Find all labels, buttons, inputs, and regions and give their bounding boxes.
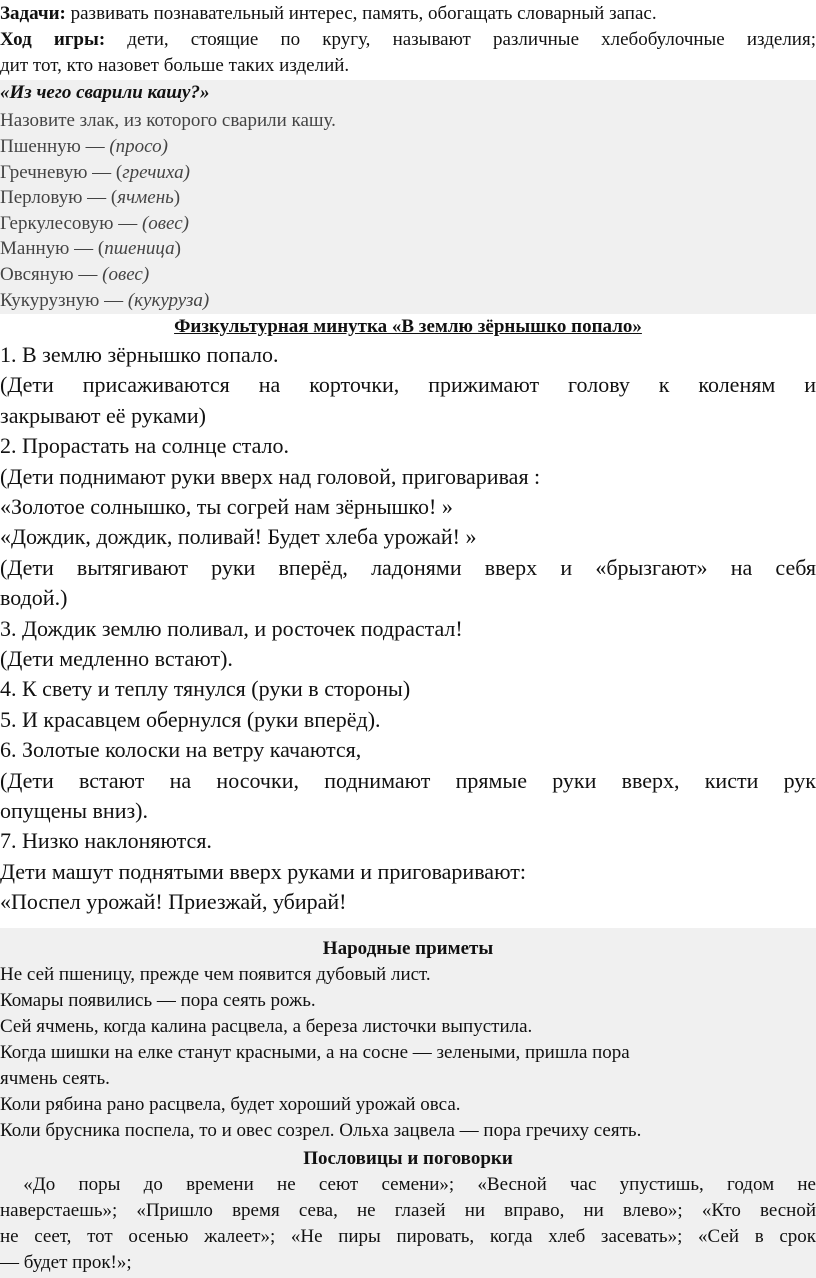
porridge-item-name: Гречневую [0,161,88,183]
porridge-item-close: ) [174,238,181,260]
tasks-paragraph [0,3,816,25]
exercise-line: 2. Прорастать на солнце стало. [0,433,290,459]
exercise-line: «Золотое солнышко, ты согрей нам зёрнышко! » [0,494,453,519]
proverbs-title: Пословицы и поговорки [303,1148,513,1169]
porridge-item-answer: (овес) [141,212,189,234]
exercise-line: 1. В землю зёрнышко попало. [0,342,279,367]
porridge-item-open: ( [97,238,105,260]
porridge-title: «Из чего сварили кашу?» [0,82,210,103]
porridge-instruction: Назовите злак, из которого сварили кашу. [0,110,336,131]
exercise-line: водой.) [0,585,68,611]
exercise-line: (Дети вытягивают руки вперёд, ладонями вверх и «брызгают» на себя [0,554,816,580]
tasks-label: Задачи: [0,3,66,24]
sign-line: ячмень сеять. [0,1068,110,1089]
exercise-line: 3. Дождик землю поливал, и росточек подрастал! [0,615,463,641]
exercise-line: (Дети медленно встают). [0,646,233,671]
exercise-section [0,314,816,914]
porridge-item [0,290,816,312]
porridge-item-dash: — [99,289,128,311]
porridge-item-dash: — [82,187,111,209]
exercise-line: (Дети поднимают руки вверх над головой, приговаривая : [0,463,541,489]
porridge-item-dash: — [80,136,110,157]
porridge-item-name: Овсяную [0,264,74,285]
sign-line: Комары появились — пора сеять рожь. [0,990,316,1011]
course-paragraph [0,29,816,51]
porridge-item-dash: — [87,161,116,183]
tasks-text: развивать познавательный интерес, память, обогащать словарный запас. [65,3,657,24]
sign-line: Когда шишки на елке станут красными, а на сосне — зелеными, пришла пора [0,1042,630,1063]
porridge-item-dash: — [69,238,98,260]
proverb-line: — будет прок!»; [0,1252,132,1273]
sign-line: Коли брусника поспела, то и овес созрел. Ольха зацвела — пора гречиху сеять. [0,1120,642,1141]
exercise-line: 7. Низко наклоняются. [0,828,212,854]
sign-line: Коли рябина рано расцвела, будет хороший урожай овса. [0,1094,461,1115]
porridge-item-answer: пшеница [104,238,175,260]
sign-line: Не сей пшеницу, прежде чем появится дубовый лист. [0,964,431,985]
exercise-line: «Дождик, дождик, поливай! Будет хлеба урожай! » [0,524,477,550]
exercise-title: Физкультурная минутка «В землю зёрнышко попало» [174,316,642,337]
porridge-item-answer: (овес) [102,264,150,285]
sign-line: Сей ячмень, когда калина расцвела, а береза листочки выпустила. [0,1016,533,1037]
exercise-line: закрывают её руками) [0,402,206,428]
exercise-line: (Дети присаживаются на корточки, прижимают голову к коленям и [0,372,816,398]
porridge-item [0,162,816,184]
proverb-line: «До поры до времени не сеют семени»; «Весной час упустишь, годом не [0,1174,816,1195]
porridge-item-close: ) [173,187,181,209]
intro-section [0,0,816,80]
porridge-item-open: ( [115,161,123,183]
signs-section [0,928,816,1278]
porridge-item-answer: (кукуруза) [127,289,210,311]
porridge-item-dash: — [73,264,103,285]
porridge-item [0,187,816,209]
exercise-line: Дети машут поднятыми вверх руками и приговаривают: [0,858,526,884]
porridge-item [0,238,816,260]
exercise-line: опущены вниз). [0,798,148,823]
porridge-item-name: Пшенную [0,136,81,157]
proverb-line: наверстаешь»; «Пришло время сева, не глазей ни вправо, ни влево»; «Кто весной [0,1200,816,1221]
porridge-item-answer: ячмень [117,187,174,209]
proverb-line: не сеет, тот осенью жалеет»; «Не пиры пировать, когда хлеб засевать»; «Сей в срок [0,1226,816,1247]
porridge-item-name: Геркулесовую [0,212,114,234]
exercise-line: 6. Золотые колоски на ветру качаются, [0,737,362,763]
course-text: дети, стоящие по кругу, называют различные хлебобулочные изделия; [105,29,816,50]
porridge-item [0,264,816,286]
exercise-line: (Дети встают на носочки, поднимают прямые руки вверх, кисти рук [0,767,816,793]
course-label: Ход игры: [0,29,106,50]
porridge-item-dash: — [113,212,142,234]
exercise-line: 5. И красавцем обернулся (руки вперёд). [0,706,381,732]
porridge-section [0,80,816,314]
porridge-item-name: Перловую [0,187,83,209]
porridge-item-name: Кукурузную [0,289,100,311]
porridge-item [0,136,816,158]
porridge-item-answer: (просо) [109,136,168,157]
porridge-item-name: Манную [0,238,70,260]
exercise-line: «Поспел урожай! Приезжай, убирай! [0,889,347,915]
porridge-item-open: ( [110,187,118,209]
course-continuation: дит тот, кто назовет больше таких изделий. [0,55,350,76]
signs-title: Народные приметы [322,938,494,959]
porridge-item [0,213,816,235]
porridge-item-answer: гречиха) [122,161,190,183]
exercise-line: 4. К свету и теплу тянулся (руки в стороны) [0,676,411,702]
